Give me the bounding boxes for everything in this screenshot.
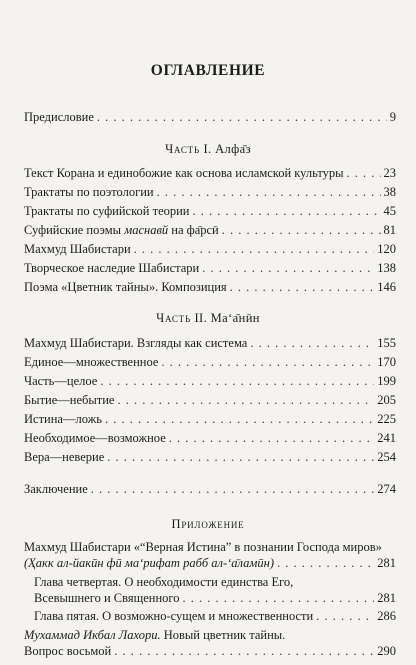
- entry-title: (Ҳакк ал-йакӣн фӣ ма‘рифат рабб ал-‘а̄ламӣн): [24, 556, 274, 570]
- leader-dots: [202, 261, 374, 276]
- leader-dots: [161, 355, 374, 370]
- leader-dots: [250, 336, 374, 351]
- leader-dots: [105, 412, 374, 427]
- leader-dots: [316, 609, 374, 624]
- entry-title: Творческое наследие Шабистари: [24, 261, 200, 275]
- entry-page: 155: [377, 336, 396, 350]
- leader-dots: [97, 110, 387, 125]
- toc-entry: [24, 556, 396, 571]
- toc-entry: [24, 412, 396, 427]
- entry-title: Текст Корана и единобожие как основа исламской культуры: [24, 166, 344, 180]
- entry-page: 205: [377, 393, 396, 407]
- toc-title: ОГЛАВЛЕНИЕ: [150, 62, 266, 79]
- leader-dots: [114, 644, 374, 659]
- entry-page: 281: [377, 556, 396, 570]
- entry-page: 146: [377, 280, 396, 294]
- entry-page: 199: [377, 374, 396, 388]
- toc-entry: [34, 609, 396, 624]
- toc-entry: [24, 336, 396, 351]
- toc-entry: [24, 393, 396, 408]
- appendix-header: Приложение: [171, 517, 245, 531]
- entry-title: Махмуд Шабистари: [24, 242, 131, 256]
- leader-dots: [100, 374, 374, 389]
- toc-entry: [24, 355, 396, 370]
- leader-dots: [91, 482, 375, 497]
- entry-page: 81: [383, 223, 396, 237]
- entry-title: Часть—целое: [24, 374, 98, 388]
- entry-title: Суфийские поэмы маснавй на фа̄рсӣ: [24, 223, 219, 237]
- entry-title: Всевышнего и Священного: [34, 591, 180, 605]
- leader-dots: [193, 204, 381, 219]
- entry-title: Необходимое—возможное: [24, 431, 166, 445]
- entry-page: 254: [377, 450, 396, 464]
- entry-page: 241: [377, 431, 396, 445]
- leader-dots: [277, 556, 374, 571]
- entry-title: Заключение: [24, 482, 88, 496]
- appendix-line: Глава четвертая. О необходимости единства Его,: [34, 575, 294, 589]
- entry-page: 225: [377, 412, 396, 426]
- entry-page: 281: [377, 591, 396, 605]
- entry-title: Предисловие: [24, 110, 94, 124]
- toc-entry: [24, 185, 396, 200]
- toc-entry: [24, 261, 396, 276]
- part-label: Часть: [165, 142, 200, 156]
- entry-page: 120: [377, 242, 396, 256]
- leader-dots: [117, 393, 374, 408]
- entry-page: 9: [389, 110, 396, 124]
- part-name: I. Алфа̄з: [203, 142, 251, 156]
- toc-entry: [24, 242, 396, 257]
- entry-title: Трактаты по суфийской теории: [24, 204, 190, 218]
- toc-entry: [24, 166, 396, 181]
- entry-title: Истина—ложь: [24, 412, 102, 426]
- leader-dots: [134, 242, 375, 257]
- entry-page: 170: [377, 355, 396, 369]
- part-2-header: [0, 311, 416, 326]
- toc-entry-preface: [24, 110, 396, 125]
- toc-entry: [24, 431, 396, 446]
- entry-title: Вопрос восьмой: [24, 644, 112, 658]
- leader-dots: [157, 185, 381, 200]
- entry-page: 45: [383, 204, 396, 218]
- part-label: Часть: [156, 311, 191, 325]
- entry-page: 274: [377, 482, 396, 496]
- toc-entry: [34, 591, 396, 606]
- toc-entry: [24, 223, 396, 238]
- leader-dots: [107, 450, 374, 465]
- entry-page: 286: [377, 609, 396, 623]
- leader-dots: [169, 431, 375, 446]
- toc-entry: [24, 644, 396, 659]
- toc-entry-conclusion: [24, 482, 396, 497]
- entry-title: Вера—неверие: [24, 450, 105, 464]
- entry-page: 38: [383, 185, 396, 199]
- entry-title: Махмуд Шабистари. Взгляды как система: [24, 336, 248, 350]
- leader-dots: [182, 591, 374, 606]
- entry-title: Поэма «Цветник тайны». Композиция: [24, 280, 227, 294]
- toc-entry: [24, 280, 396, 295]
- entry-title: Единое—множественное: [24, 355, 159, 369]
- entry-page: 23: [383, 166, 396, 180]
- leader-dots: [222, 223, 381, 238]
- appendix-line: Махмуд Шабистари «“Верная Истина” в познании Господа миров»: [24, 540, 382, 554]
- leader-dots: [230, 280, 375, 295]
- leader-dots: [347, 166, 381, 181]
- entry-page: 138: [377, 261, 396, 275]
- part-1-header: [0, 142, 416, 157]
- entry-title: Трактаты по поэтологии: [24, 185, 154, 199]
- entry-title: Бытие—небытие: [24, 393, 115, 407]
- toc-entry: [24, 374, 396, 389]
- toc-entry: [24, 204, 396, 219]
- entry-title: Глава пятая. О возможно-сущем и множественности: [34, 609, 314, 623]
- toc-entry: [24, 450, 396, 465]
- appendix-line: Мухаммад Икбал Лахори. Новый цветник тайны.: [24, 628, 286, 642]
- part-name: II. Ма‘а̄нӣн: [194, 311, 260, 325]
- entry-page: 290: [377, 644, 396, 658]
